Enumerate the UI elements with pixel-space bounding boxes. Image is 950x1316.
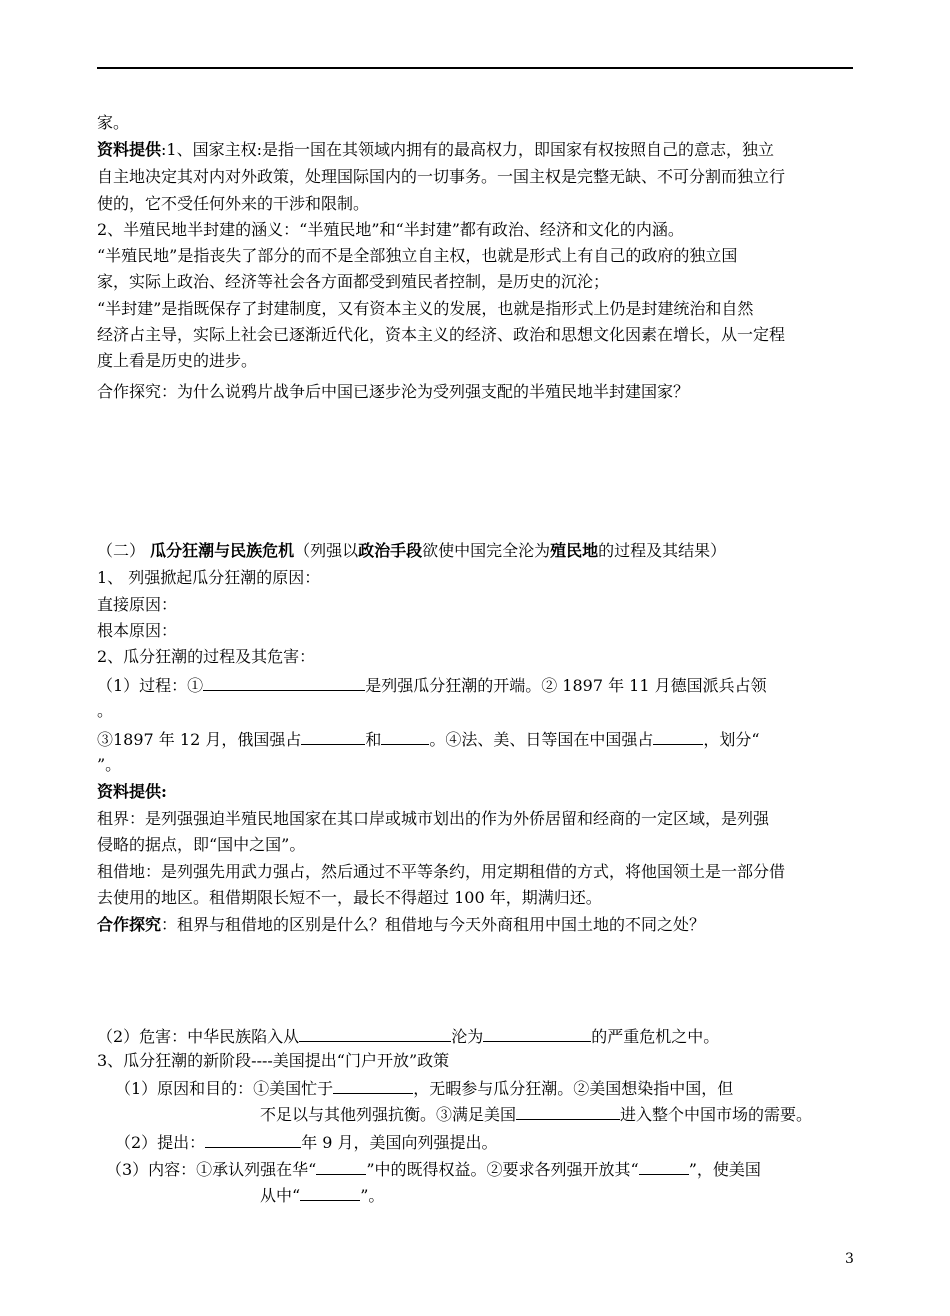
fill-blank[interactable] (301, 728, 365, 745)
text-line: 家，实际上政治、经济等社会各方面都受到殖民者控制，是历史的沉沦； (97, 272, 610, 291)
text-line: “半封建”是指既保存了封建制度，又有资本主义的发展，也就是指形式上仍是封建统治和自然 (97, 299, 754, 318)
text-line: 合作探究：租界与租借地的区别是什么？租借地与今天外商租用中国土地的不同之处？ (97, 915, 706, 934)
fill-blank[interactable] (300, 1184, 360, 1201)
fill-blank[interactable] (516, 1103, 620, 1120)
text-line: 根本原因： (97, 621, 178, 640)
text-line: 2、半殖民地半封建的涵义：“半殖民地”和“半封建”都有政治、经济和文化的内涵。 (97, 220, 684, 239)
fill-blank[interactable] (203, 674, 365, 691)
text-line: 租借地：是列强先用武力强占，然后通过不平等条约，用定期租借的方式，将他国领土是一部分借 (97, 862, 786, 881)
text-line: （3）内容：①承认列强在华“ ”中的既得权益。②要求各列强开放其“ ”，使美国 (106, 1160, 761, 1179)
header-rule (97, 67, 853, 69)
fill-blank[interactable] (316, 1158, 366, 1175)
discussion-label: 合作探究 (97, 915, 162, 934)
text-line: ”。 (97, 755, 122, 774)
text-line: 3、瓜分狂潮的新阶段----美国提出“门户开放”政策 (97, 1051, 450, 1070)
text-line: 2、瓜分狂潮的过程及其危害： (97, 647, 316, 666)
text-line: 资料提供:1、国家主权:是指一国在其领域内拥有的最高权力，即国家有权按照自己的意志，独立 (97, 140, 774, 159)
text-line: 1、 列强掀起瓜分狂潮的原因： (97, 568, 321, 587)
fill-blank[interactable] (333, 1077, 413, 1094)
text-line: 侵略的据点，即“国中之国”。 (97, 835, 306, 854)
text-line: 自主地决定其对内对外政策，处理国际国内的一切事务。一国主权是完整无缺、不可分割而独立行 (97, 167, 786, 186)
text-line: 经济占主导，实际上社会已逐渐近代化，资本主义的经济、政治和思想文化因素在增长，从一定程 (97, 325, 786, 344)
text-line: 。 (97, 701, 114, 720)
text-line: “半殖民地”是指丧失了部分的而不是全部独立自主权，也就是形式上有自己的政府的独立国 (97, 246, 738, 265)
text-line: ③1897 年 12 月，俄国强占 和 。④法、美、日等国在中国强占 ，划分“ (97, 730, 760, 749)
text-line: 从中“ ”。 (260, 1186, 385, 1205)
text-line: （2）危害：中华民族陷入从 沦为 的严重危机之中。 (97, 1027, 720, 1046)
text-line: 直接原因： (97, 595, 178, 614)
text-line: （2）提出： 年 9 月，美国向列强提出。 (115, 1133, 498, 1152)
text-line: 家。 (97, 113, 130, 132)
fill-blank[interactable] (483, 1025, 591, 1042)
section-heading: （二） 瓜分狂潮与民族危机（列强以政治手段欲使中国完全沦为殖民地的过程及其结果） (97, 541, 727, 560)
fill-blank[interactable] (299, 1025, 451, 1042)
fill-blank[interactable] (653, 728, 703, 745)
text-line: 使的，它不受任何外来的干涉和限制。 (97, 194, 370, 213)
text-line (97, 781, 857, 803)
fill-blank[interactable] (381, 728, 429, 745)
text-line: 合作探究：为什么说鸦片战争后中国已逐步沦为受列强支配的半殖民地半封建国家？ (97, 382, 690, 401)
text-line: 不足以与其他列强抗衡。③满足美国 进入整个中国市场的需要。 (260, 1105, 813, 1124)
text-line: （1）原因和目的：①美国忙于 ，无暇参与瓜分狂潮。②美国想染指中国，但 (115, 1079, 734, 1098)
info-label: 资料提供: (97, 782, 167, 801)
text-line: （1）过程：① 是列强瓜分狂潮的开端。② 1897 年 11 月德国派兵占领 (97, 676, 767, 695)
text-line: 度上看是历史的进步。 (97, 351, 258, 370)
info-label: 资料提供 (97, 140, 162, 159)
fill-blank[interactable] (205, 1131, 301, 1148)
fill-blank[interactable] (639, 1158, 689, 1175)
text-line: 租界：是列强强迫半殖民地国家在其口岸或城市划出的作为外侨居留和经商的一定区域，是列强 (97, 809, 770, 828)
page-number: 3 (845, 1251, 854, 1267)
text-line: 去使用的地区。租借期限长短不一，最长不得超过 100 年，期满归还。 (97, 888, 602, 907)
